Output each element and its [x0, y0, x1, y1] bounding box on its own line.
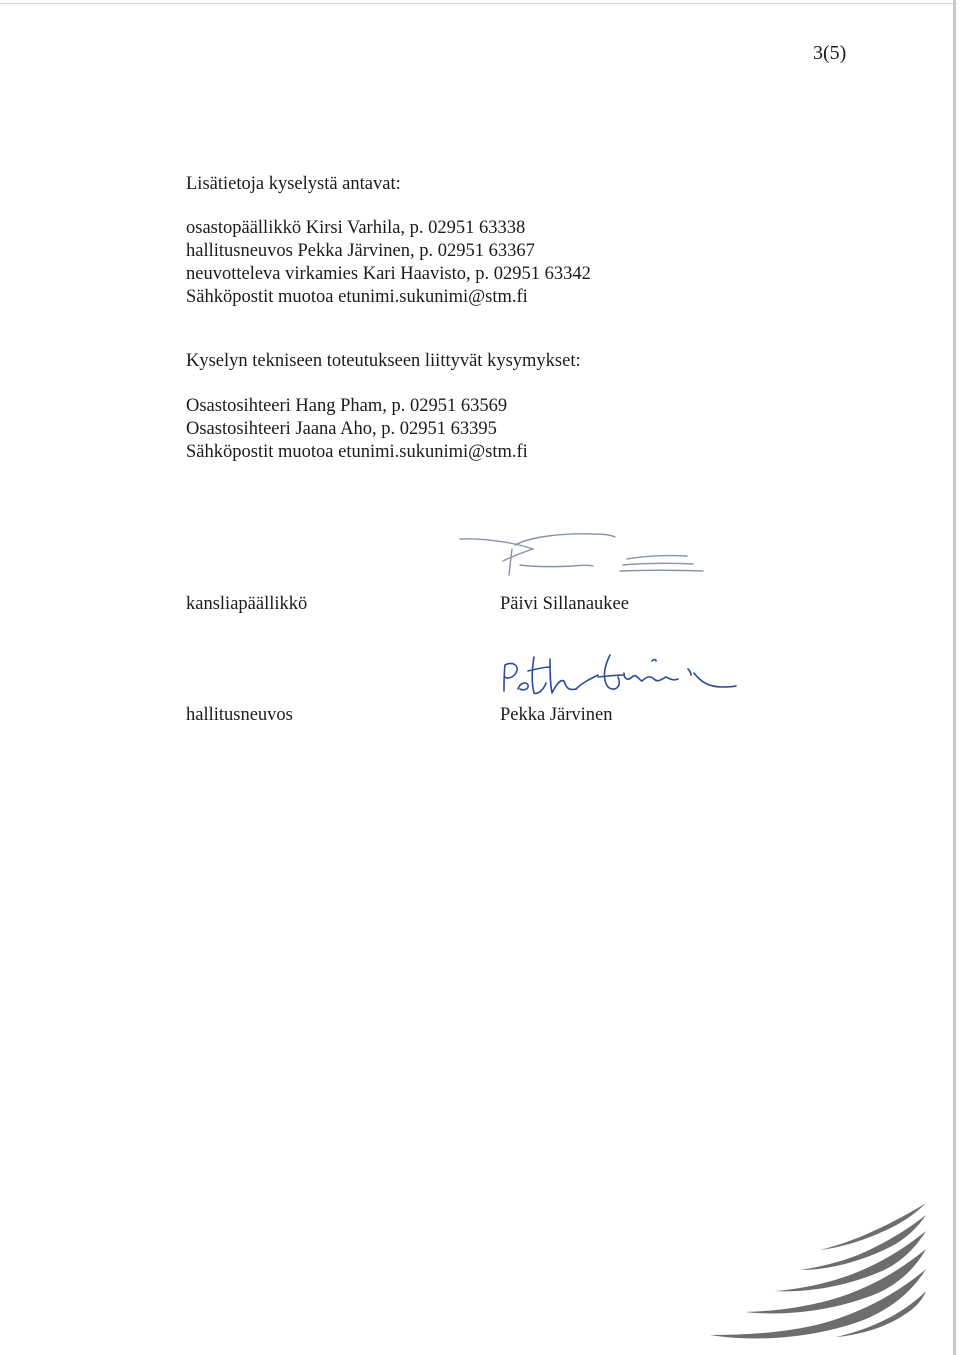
signatory-title: hallitusneuvos — [186, 705, 293, 725]
contact-line: Osastosihteeri Hang Pham, p. 02951 63569 — [186, 396, 508, 416]
signatory-name: Päivi Sillanaukee — [500, 594, 629, 614]
page-number: 3(5) — [813, 42, 847, 64]
technical-heading: Kyselyn tekniseen toteutukseen liittyvät kysymykset: — [186, 351, 581, 371]
signatory-title: kansliapäällikkö — [186, 594, 308, 614]
contact-line: hallitusneuvos Pekka Järvinen, p. 02951 63367 — [186, 241, 535, 261]
info-heading: Lisätietoja kyselystä antavat: — [186, 174, 401, 194]
contact-line: neuvotteleva virkamies Kari Haavisto, p. 02951 63342 — [186, 264, 591, 284]
contact-line: Osastosihteeri Jaana Aho, p. 02951 63395 — [186, 419, 497, 439]
signature-paivi-sillanaukee — [455, 525, 720, 585]
wave-stripes-logo-icon — [690, 1195, 930, 1345]
email-format-line: Sähköpostit muotoa etunimi.sukunimi@stm.fi — [186, 287, 528, 307]
contact-line: osastopäällikkö Kirsi Varhila, p. 02951 63338 — [186, 218, 526, 238]
signatory-name: Pekka Järvinen — [500, 705, 613, 725]
page-edge-right — [953, 0, 956, 1355]
email-format-line: Sähköpostit muotoa etunimi.sukunimi@stm.fi — [186, 442, 528, 462]
page-edge-top — [0, 3, 957, 4]
